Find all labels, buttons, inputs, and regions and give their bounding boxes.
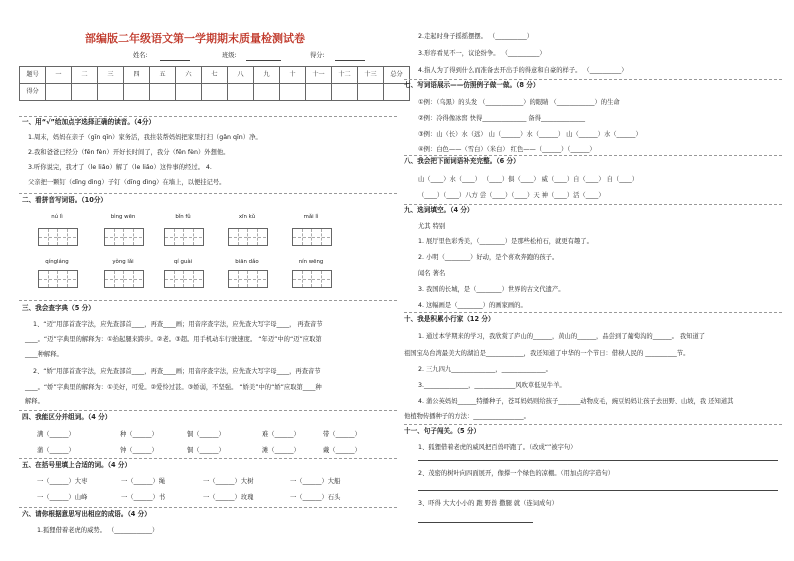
fill-item[interactable]: 滩（______） — [262, 447, 300, 454]
s1-line-2: 2.我和爸爸已经分（fēn fèn）开好长时间了，我分（fēn fèn）外想他。 — [28, 149, 230, 156]
guide-line — [193, 229, 194, 245]
s3-q1-line-3: ____种解释。 — [25, 351, 63, 358]
divider — [19, 507, 397, 508]
s7-line-4: ④例：白色——（雪白）（米白） 红色——（______）（______） — [418, 146, 596, 153]
guide-line — [67, 229, 68, 245]
s1-line-3: 3.听你说完，我才了（le liǎo）解了（le liǎo）这件事的经过。 4. — [28, 164, 212, 171]
score-header-cell: 十二 — [332, 67, 358, 84]
score-header-cell: 三 — [98, 67, 124, 84]
writing-cell[interactable] — [229, 271, 248, 287]
s6-q1: 1.狐狸借着老虎的威势。 （____________） — [37, 527, 159, 534]
s7-line-2: ②例：冷得像冰窖 快得______________ 备得______________ — [418, 115, 586, 122]
score-header-cell: 十一 — [306, 67, 332, 84]
guide-line — [67, 271, 68, 287]
writing-cell[interactable] — [124, 229, 142, 245]
s8-line-1: 山（____）水（____） （____）俱（____） 威（____）自（____） 自（____） — [418, 176, 639, 183]
writing-cell[interactable] — [312, 229, 330, 245]
section-11-title: 十一、句子闯关。（5 分） — [404, 427, 481, 435]
pinyin-label: qí guài — [173, 259, 193, 265]
divider — [19, 458, 397, 459]
s7-line-3: ③例：山（长）水（远） 山（______）水（______） 山（______）水（______） — [418, 131, 642, 138]
s10-line-4: 3.______________，_____________风吹草低见牛羊。 — [418, 382, 566, 389]
fill-item[interactable]: 铜（______） — [187, 447, 225, 454]
s11-q1-answer-line[interactable] — [418, 460, 778, 461]
score-header-cell: 八 — [228, 67, 254, 84]
s9-options-2: 闻名 著名 — [418, 270, 446, 277]
score-input-cell[interactable] — [306, 84, 332, 101]
s3-q1-line-1: 1、“迈”用部首查字法，应先查部首____，再查____画；用音序查字法，应先查大写字母____， 再查音节 — [33, 321, 323, 328]
name-line[interactable] — [160, 60, 190, 61]
score-input-cell[interactable] — [72, 84, 98, 101]
guide-line — [238, 229, 239, 245]
section-5-title: 五、在括号里填上合适的词。（4 分） — [22, 461, 132, 469]
writing-grid[interactable] — [228, 228, 268, 246]
fill-item[interactable]: 一（______）绳 — [121, 478, 166, 485]
s9-options-1: 尤其 特别 — [418, 223, 446, 230]
score-header-cell: 十 — [280, 67, 306, 84]
class-line[interactable] — [246, 60, 281, 61]
fill-item[interactable]: 难（______） — [262, 431, 300, 438]
guide-line — [174, 271, 175, 287]
score-value-row — [20, 84, 410, 101]
s10-line-2: 祖国宝岛台湾最美大的湖泊是____________，我还知道了中华的一个节日：借秧人民的 __________节。 — [404, 350, 690, 357]
writing-cell[interactable] — [229, 229, 248, 245]
fill-item[interactable]: 一（______）大船 — [290, 478, 341, 485]
pinyin-label: bǐn fǔ — [175, 214, 191, 220]
score-input-cell[interactable] — [254, 84, 280, 101]
guide-line — [114, 271, 115, 287]
fill-item[interactable]: 一（______）大枣 — [37, 478, 88, 485]
pinyin-label: nín wēng — [298, 259, 324, 265]
section-10-title: 十、我是积累小行家（12 分） — [404, 315, 495, 323]
fill-item[interactable]: 一（______）玫瑰 — [203, 494, 254, 501]
writing-grid[interactable] — [38, 270, 78, 288]
s10-line-5: 4. 蒲公英妈妈______特播种子，苍耳妈妈则给孩子_______动物皮毛，豌豆妈妈让孩子去田野、山坡，我 还知道其 — [418, 398, 734, 405]
section-4-title: 四、我能区分并组词。（4 分） — [22, 413, 112, 421]
writing-grid[interactable] — [104, 228, 144, 246]
score-header-cell: 九 — [254, 67, 280, 84]
s9-q4: 4. 这幅画是（________）的画家画的。 — [418, 302, 527, 309]
score-header-cell: 一 — [46, 67, 72, 84]
guide-line — [48, 271, 49, 287]
score-header-cell: 六 — [176, 67, 202, 84]
score-header-cell: 题号 — [20, 67, 46, 84]
section-3-title: 三、我会查字典（5 分） — [22, 304, 95, 312]
fill-item[interactable]: 种（______） — [120, 431, 158, 438]
pinyin-label: nú lì — [51, 214, 63, 220]
writing-cell[interactable] — [184, 271, 202, 287]
pinyin-label: bìng wēn — [110, 214, 136, 220]
divider — [19, 193, 397, 194]
pinyin-label: xīn kǔ — [238, 214, 256, 220]
guide-line — [48, 229, 49, 245]
score-row-label: 得分 — [20, 84, 46, 101]
section-6-title: 六、请你根据意思写出相应的成语。（4 分） — [22, 510, 151, 518]
page-title: 部编版二年级语文第一学期期末质量检测试卷 — [85, 32, 305, 45]
score-header-cell: 二 — [72, 67, 98, 84]
writing-cell[interactable] — [165, 271, 184, 287]
guide-line — [238, 271, 239, 287]
s3-q2-line-1: 2、“娇”用部首查字法，应先查部首____，再查____画；用音序查字法，应先查大写字母____，再查音节 — [33, 368, 321, 375]
s1-line-4: 父亲把一颗钉（dīng dìng）子钉（dīng dìng）在墙上，以便挂记号。 — [28, 179, 226, 186]
writing-grid[interactable] — [104, 270, 144, 288]
writing-grid[interactable] — [292, 228, 332, 246]
pinyin-label: biān dǎo — [235, 259, 259, 265]
s3-q2-line-2: ____。“娇”字典里的解释为：①美好，可爱。②爱怜过甚。③娇弱，不坚强。 “娇美”中的“娇”应取第____种 — [25, 384, 322, 391]
section-2-title: 二、看拼音写词语。（10分） — [22, 196, 108, 204]
score-header-cell: 总分 — [384, 67, 410, 84]
s3-q2-line-3: 解释。 — [25, 398, 44, 405]
writing-cell[interactable] — [105, 271, 124, 287]
fill-item[interactable]: 带（______） — [323, 431, 361, 438]
writing-cell[interactable] — [105, 229, 124, 245]
writing-cell[interactable] — [39, 271, 58, 287]
s7-line-1: ①例：（乌黑）的头发 （____________）的眼睛 （____________）的生命 — [418, 99, 620, 106]
score-header-cell: 七 — [202, 67, 228, 84]
s11-q3: 3、吓得 大大小小的 跑 野兽 撒腿 就（连词成句） — [418, 500, 558, 507]
score-input-cell[interactable] — [176, 84, 202, 101]
guide-line — [133, 229, 134, 245]
fill-item[interactable]: 一（______）大树 — [203, 478, 254, 485]
fill-item[interactable]: 满（______） — [37, 431, 75, 438]
score-input-cell[interactable] — [150, 84, 176, 101]
score-header-cell: 四 — [124, 67, 150, 84]
guide-line — [302, 271, 303, 287]
s11-q2: 2、茂密的树叶向四面展开，像撑一个绿色的凉棚。（用加点的字造句） — [418, 470, 615, 477]
class-label: 班级: — [222, 52, 237, 59]
guide-line — [321, 229, 322, 245]
score-header-cell: 十三 — [358, 67, 384, 84]
writing-cell[interactable] — [165, 229, 184, 245]
divider — [404, 424, 782, 425]
guide-line — [133, 271, 134, 287]
writing-grid[interactable] — [164, 228, 204, 246]
divider — [404, 204, 782, 205]
idiom-q4: 4.指人为了得到什么而准备去开出手的得意和自豪的样子。 （__________） — [418, 67, 628, 74]
idiom-q2: 2.走起时身子摇摇摆摆。 （__________） — [418, 33, 534, 40]
s11-q2-answer-line[interactable] — [418, 490, 778, 491]
score-input-cell[interactable] — [332, 84, 358, 101]
score-input-cell[interactable] — [280, 84, 306, 101]
s10-line-3: 2. 三九四九______________，______________。 — [418, 366, 552, 373]
writing-cell[interactable] — [293, 271, 312, 287]
score-input-cell[interactable] — [124, 84, 150, 101]
writing-grid[interactable] — [164, 270, 204, 288]
pinyin-label: mǎi lì — [303, 214, 319, 220]
guide-line — [302, 229, 303, 245]
divider — [404, 155, 782, 156]
fill-item[interactable]: 戴（______） — [323, 447, 361, 454]
s9-q1: 1. 展厅里色彩秀美，（________）是那些松柏石，就更有趣了。 — [418, 238, 593, 245]
guide-line — [321, 271, 322, 287]
score-header-row — [20, 67, 410, 84]
score-input-cell[interactable] — [98, 84, 124, 101]
writing-cell[interactable] — [58, 271, 76, 287]
section-1-title: 一、用“√”给加点字选择正确的读音。（4分） — [22, 118, 156, 126]
s1-line-1: 1.周末，妈妈在亲子（gīn qīn）家务活，我拄装帮妈妈把家里打扫（gǎn qīn）净。 — [28, 134, 262, 141]
name-label: 姓名: — [133, 52, 148, 59]
score-label: 得分: — [310, 52, 325, 59]
fill-item[interactable]: 一（______）书 — [121, 494, 166, 501]
writing-cell[interactable] — [58, 229, 76, 245]
writing-cell[interactable] — [184, 229, 202, 245]
writing-cell[interactable] — [293, 229, 312, 245]
writing-grid[interactable] — [228, 270, 268, 288]
writing-cell[interactable] — [124, 271, 142, 287]
s9-q2: 2. 小明（________）好动，是个喜欢奔跑的孩子。 — [418, 254, 559, 261]
fill-item[interactable]: 蒲（______） — [37, 447, 75, 454]
guide-line — [114, 229, 115, 245]
score-header-cell: 五 — [150, 67, 176, 84]
writing-cell[interactable] — [248, 271, 266, 287]
divider — [19, 116, 397, 117]
fill-item[interactable]: 铜（______） — [187, 431, 225, 438]
pinyin-label: yǒng lǎi — [112, 259, 134, 265]
s11-q3-answer-line[interactable] — [418, 522, 533, 523]
section-8-title: 八、我会把下面词语补充完整。（6 分） — [404, 157, 520, 165]
guide-line — [257, 271, 258, 287]
s10-line-1: 1. 通过本学期来的学习，我欣赏了庐山的______，黄山的______，品尝到了葡萄沟的______。 我知道了 — [418, 333, 706, 340]
section-7-title: 七、写词语展示——仿照例子做一做。（8 分） — [404, 81, 540, 89]
score-input-cell[interactable] — [228, 84, 254, 101]
guide-line — [193, 271, 194, 287]
score-input-cell[interactable] — [46, 84, 72, 101]
score-input-cell[interactable] — [202, 84, 228, 101]
section-9-title: 九、选词填空。（4 分） — [404, 206, 474, 214]
s10-line-6: 他植物传播种子的方法：________________。 — [404, 413, 530, 420]
guide-line — [257, 229, 258, 245]
writing-cell[interactable] — [312, 271, 330, 287]
s9-q3: 3. 我国的长城，是（________）世界的古文代遗产。 — [418, 286, 565, 293]
divider — [404, 312, 782, 313]
fill-item[interactable]: 一（______）山峰 — [37, 494, 88, 501]
fill-item[interactable]: 一（______）石头 — [290, 494, 341, 501]
writing-cell[interactable] — [39, 229, 58, 245]
divider — [19, 300, 397, 301]
writing-grid[interactable] — [38, 228, 78, 246]
divider — [404, 79, 782, 80]
writing-grid[interactable] — [292, 270, 332, 288]
score-table — [19, 66, 410, 101]
idiom-q3: 3.形容看见不一，议论纷争。 （__________） — [418, 50, 546, 57]
s8-line-2: （____）（____）八方 尝（____）（____）天 神（____）活（____） — [418, 192, 605, 199]
score-input-cell[interactable] — [358, 84, 384, 101]
fill-item[interactable]: 钟（______） — [120, 447, 158, 454]
writing-cell[interactable] — [248, 229, 266, 245]
s3-q1-line-2: ____。“迈”字典里的解释为：①抬起腿来跨步。②老。③超。用手机动车行驶速度。 “年迈”中的“迈”应取第 — [25, 336, 322, 343]
guide-line — [174, 229, 175, 245]
s11-q1: 1、狐狸借着老虎的威风把百兽吓跑了。（改成“”被字句） — [418, 444, 577, 451]
divider — [19, 410, 397, 411]
pinyin-label: qíngláng — [45, 259, 69, 265]
score-line[interactable] — [335, 60, 365, 61]
